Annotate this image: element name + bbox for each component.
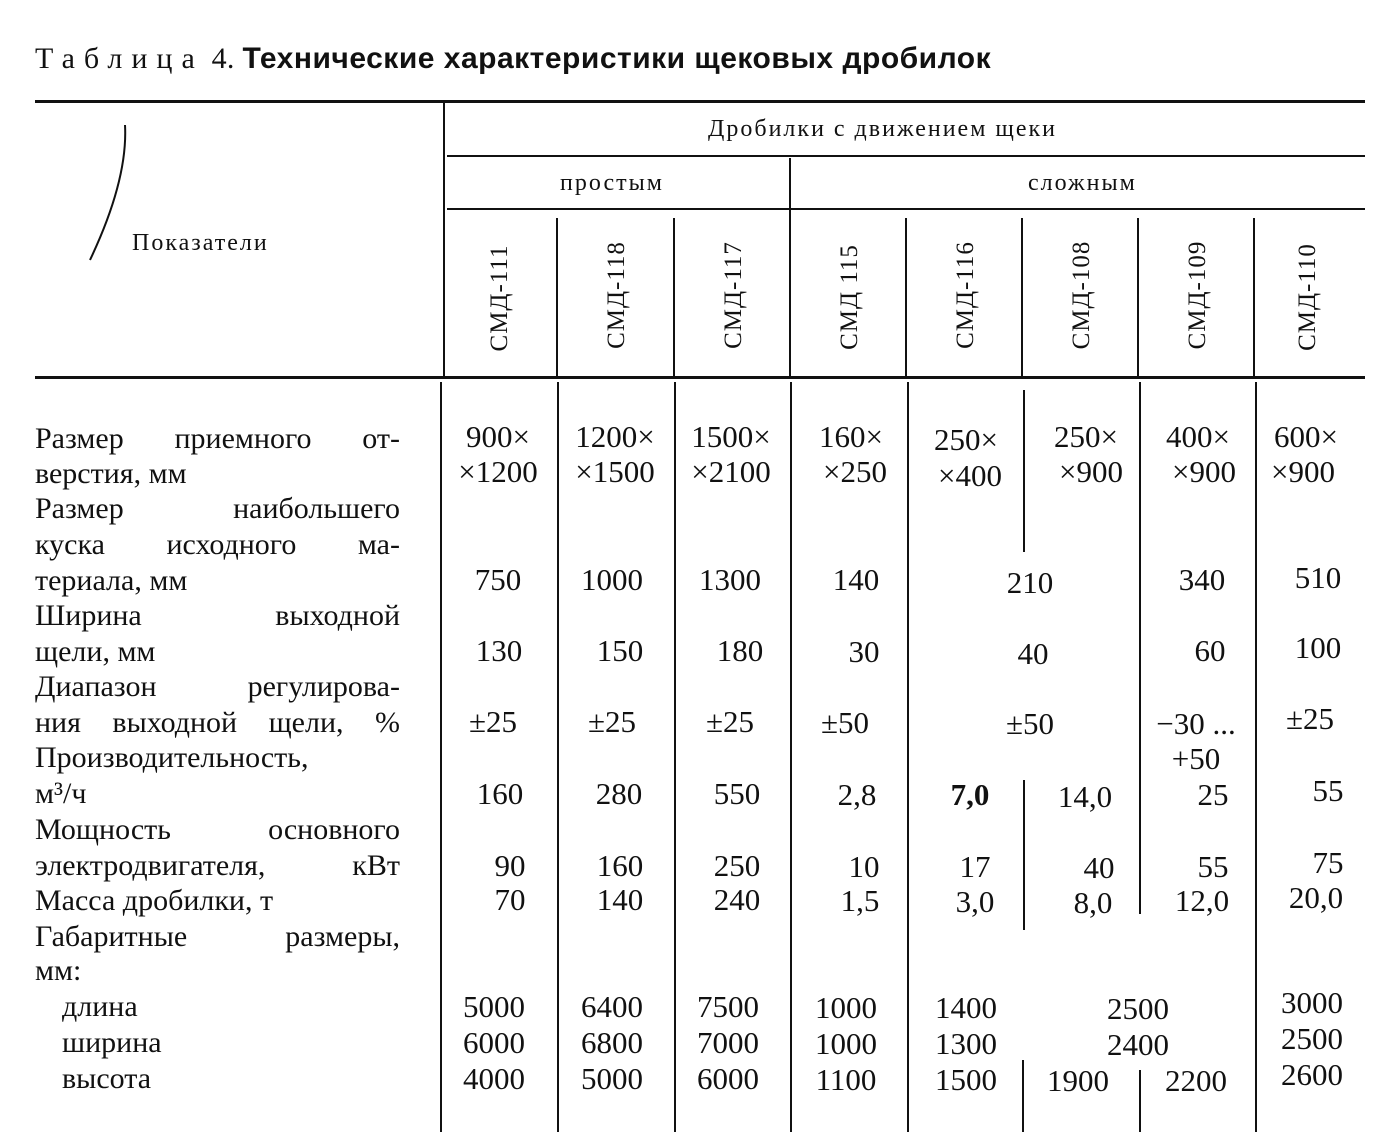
header-col-divider — [1021, 218, 1023, 376]
cell-power: 17 — [959, 849, 991, 884]
cell-length: 1000 — [815, 990, 877, 1025]
cell-capacity: 550 — [713, 776, 761, 811]
cell-capacity: 2,8 — [837, 777, 877, 812]
cell-adjust-range: ±50 — [820, 705, 870, 740]
label-dimensions-line2: мм: — [35, 954, 82, 987]
body-col-divider — [1023, 780, 1025, 930]
cell-power: 55 — [1197, 849, 1229, 884]
cell-gap-width: 40 — [1017, 636, 1049, 671]
cell-max-piece: 340 — [1178, 562, 1226, 597]
cell-mass: 1,5 — [840, 883, 880, 918]
cell-mass: 8,0 — [1073, 885, 1113, 920]
header-subgroup-complex: сложным — [1028, 170, 1137, 196]
label-adjust-range-line2: ния выходной щели, % — [35, 706, 400, 739]
cell-opening: 160× — [819, 419, 883, 454]
cell-width: 2400 — [1107, 1027, 1169, 1062]
label-width: ширина — [62, 1026, 162, 1059]
label-opening-line1: Размер приемного от- — [35, 422, 400, 455]
cell-mass: 3,0 — [955, 884, 995, 919]
subgroup-rule — [447, 208, 1365, 210]
cell-height: 2600 — [1281, 1057, 1343, 1092]
body-col-divider — [907, 382, 909, 1132]
cell-height: 1900 — [1047, 1063, 1109, 1098]
cell-height: 4000 — [463, 1061, 525, 1096]
cell-adjust-range: ±25 — [587, 704, 637, 739]
cell-opening: 1500× — [691, 419, 771, 454]
cell-power: 160 — [596, 848, 644, 883]
cell-power: 10 — [848, 849, 880, 884]
cell-opening: ×900 — [1059, 454, 1123, 489]
body-col-divider — [1139, 1070, 1141, 1132]
cell-mass: 240 — [713, 882, 761, 917]
table-title-prefix: Таблица — [35, 42, 204, 75]
table-title-text: Технические характеристики щековых дробилок — [242, 42, 992, 75]
cell-power: 90 — [494, 848, 526, 883]
header-col-divider — [673, 218, 675, 376]
cell-opening: ×900 — [1271, 454, 1335, 489]
cell-width: 2500 — [1281, 1021, 1343, 1056]
label-capacity-line1: Производительность, — [35, 741, 309, 774]
cell-length: 5000 — [463, 989, 525, 1024]
cell-opening: 1200× — [575, 419, 655, 454]
cell-capacity: 280 — [595, 776, 643, 811]
header-subgroup-simple: простым — [560, 170, 664, 196]
header-col-divider — [1253, 218, 1255, 376]
cell-mass: 70 — [494, 882, 526, 917]
model-smd-110: СМД-110 — [1294, 243, 1321, 351]
label-gap-width-line2: щели, мм — [35, 635, 156, 668]
cell-opening: 900× — [466, 419, 530, 454]
cell-mass: 140 — [596, 882, 644, 917]
model-smd-117: СМД-117 — [720, 241, 747, 349]
cell-adjust-range: ±25 — [1285, 701, 1335, 736]
model-smd-109: СМД-109 — [1184, 240, 1211, 350]
cell-adjust-range: +50 — [1171, 741, 1221, 776]
label-gap-width-line1: Ширина выходной — [35, 599, 400, 632]
cell-power: 40 — [1083, 850, 1115, 885]
cell-height: 6000 — [697, 1061, 759, 1096]
cell-length: 1400 — [935, 990, 997, 1025]
label-opening-line2: верстия, мм — [35, 457, 187, 490]
cell-opening: ×400 — [938, 458, 1002, 493]
cell-height: 5000 — [581, 1061, 643, 1096]
header-col-divider — [905, 218, 907, 376]
cell-gap-width: 60 — [1194, 633, 1226, 668]
cell-length: 3000 — [1281, 985, 1343, 1020]
cell-max-piece: 750 — [474, 562, 522, 597]
table-title — [35, 42, 991, 76]
cell-max-piece: 1300 — [699, 562, 761, 597]
body-col-divider — [557, 382, 559, 1132]
header-indicator: Показатели — [132, 230, 269, 256]
body-col-divider — [674, 382, 676, 1132]
cell-max-piece: 140 — [832, 562, 880, 597]
label-length: длина — [62, 990, 138, 1023]
cell-width: 1000 — [815, 1026, 877, 1061]
cell-opening: 600× — [1274, 419, 1338, 454]
model-smd-118: СМД-118 — [603, 241, 630, 349]
cell-adjust-range: −30 ... — [1156, 706, 1236, 741]
cell-length: 6400 — [581, 989, 643, 1024]
cell-height: 2200 — [1165, 1063, 1227, 1098]
model-smd-108: СМД-108 — [1068, 240, 1095, 350]
cell-opening: ×1200 — [458, 454, 538, 489]
cell-opening: ×1500 — [575, 454, 655, 489]
cell-height: 1100 — [815, 1062, 877, 1097]
cell-capacity: 160 — [476, 776, 524, 811]
cell-adjust-range: ±25 — [468, 704, 518, 739]
cell-capacity: 7,0 — [950, 777, 990, 812]
cell-gap-width: 150 — [596, 633, 644, 668]
label-max-piece-line3: териала, мм — [35, 564, 188, 597]
cell-max-piece: 210 — [1006, 565, 1054, 600]
cell-mass: 20,0 — [1288, 880, 1344, 915]
body-col-divider — [1139, 382, 1141, 914]
cell-capacity: 14,0 — [1057, 779, 1113, 814]
header-diagonal-line — [80, 120, 140, 270]
header-group: Дробилки с движением щеки — [708, 116, 1058, 142]
cell-opening: 400× — [1166, 419, 1230, 454]
header-col-divider — [443, 103, 445, 376]
cell-opening: ×250 — [823, 454, 887, 489]
header-col-divider — [789, 158, 791, 376]
cell-opening: 250× — [1054, 419, 1118, 454]
cell-width: 1300 — [935, 1026, 997, 1061]
label-mass: Масса дробилки, т — [35, 884, 274, 917]
group-rule — [447, 155, 1365, 157]
label-power-line1: Мощность основного — [35, 813, 400, 846]
label-height: высота — [62, 1062, 152, 1095]
header-col-divider — [1137, 218, 1139, 376]
body-col-divider — [440, 382, 442, 1132]
cell-power: 250 — [713, 848, 761, 883]
label-adjust-range-line1: Диапазон регулирова- — [35, 670, 400, 703]
cell-width: 6000 — [463, 1025, 525, 1060]
model-smd-115: СМД 115 — [836, 244, 863, 350]
cell-gap-width: 180 — [716, 633, 764, 668]
cell-max-piece: 1000 — [581, 562, 643, 597]
cell-length: 7500 — [697, 989, 759, 1024]
cell-adjust-range: ±25 — [705, 704, 755, 739]
cell-opening: ×2100 — [691, 454, 771, 489]
table-title-number: 4. — [211, 42, 235, 75]
cell-mass: 12,0 — [1174, 883, 1230, 918]
cell-height: 1500 — [935, 1062, 997, 1097]
cell-gap-width: 30 — [848, 634, 880, 669]
cell-capacity: 55 — [1312, 773, 1344, 808]
cell-length: 2500 — [1107, 991, 1169, 1026]
body-col-divider — [790, 382, 792, 1132]
cell-opening: ×900 — [1172, 454, 1236, 489]
body-col-divider — [1023, 390, 1025, 552]
top-rule — [35, 100, 1365, 103]
model-smd-111: СМД-111 — [486, 244, 513, 352]
cell-capacity: 25 — [1197, 777, 1229, 812]
label-power-line2: электродвигателя, кВт — [35, 849, 400, 882]
model-smd-116: СМД-116 — [952, 241, 979, 349]
cell-gap-width: 100 — [1294, 630, 1342, 665]
body-col-divider — [1022, 1060, 1024, 1132]
label-capacity-line2: м³/ч — [35, 777, 87, 810]
label-max-piece-line2: куска исходного ма- — [35, 528, 400, 561]
header-bottom-rule — [35, 376, 1365, 379]
cell-width: 6800 — [581, 1025, 643, 1060]
cell-power: 75 — [1312, 845, 1344, 880]
cell-gap-width: 130 — [475, 633, 523, 668]
cell-max-piece: 510 — [1294, 560, 1342, 595]
cell-opening: 250× — [934, 422, 998, 457]
label-max-piece-line1: Размер наибольшего — [35, 492, 400, 525]
cell-width: 7000 — [697, 1025, 759, 1060]
body-col-divider — [1255, 382, 1257, 1132]
header-col-divider — [556, 218, 558, 376]
cell-adjust-range: ±50 — [1005, 706, 1055, 741]
label-dimensions-line1: Габаритные размеры, — [35, 920, 400, 953]
